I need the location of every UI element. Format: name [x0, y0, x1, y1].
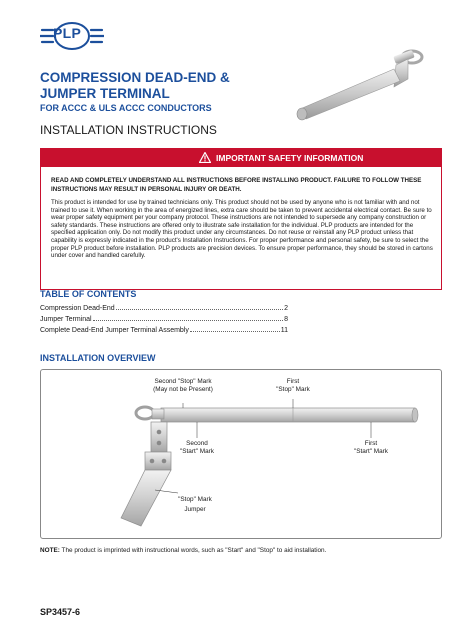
- toc-leader: [93, 320, 283, 321]
- toc-item-label: Compression Dead-End: [40, 305, 115, 312]
- toc-leader: [190, 331, 280, 332]
- note-text: The product is imprinted with instructional words, such as "Start" and "Stop" to aid installation.: [59, 547, 327, 554]
- safety-body-text: This product is intended for use by trained technicians only. This product should not be used by anyone who is not familiar with and not trained to use it. When working in the area of energized lines, extra care should be taken to prevent accidental electrical contact. Be sure to wear proper safety equipment per your company protocol. These instructions are not intended to supersede any company construction or safety standards. These instructions are offered only to illustrate safe installation for the individual. PLP products are intended for the specified application only. Do not modify this product under any circumstances. Do not reuse or reinstall any PLP product unless that capability is expressly indicated in the product's Installation Instructions. For proper performance and personal safety, be sure to select the proper PLP product before installation. PLP products are precision devices. To ensure proper performance, they should be stored in cartons under cover and handled carefully.: [51, 199, 433, 260]
- safety-warning-text: READ AND COMPLETELY UNDERSTAND ALL INSTRUCTIONS BEFORE INSTALLING PRODUCT. FAILURE TO FOLLOW THESE INSTRUCTIONS MAY RESULT IN PERSONAL INJURY OR DEATH.: [51, 177, 422, 193]
- overview-heading: INSTALLATION OVERVIEW: [40, 353, 156, 363]
- toc-item-page: 11: [280, 327, 288, 334]
- page-title-line2: JUMPER TERMINAL: [40, 86, 170, 101]
- jumper-label: Jumper: [184, 506, 206, 513]
- warning-triangle-icon: [199, 152, 211, 163]
- label-line: First: [364, 440, 378, 447]
- toc-item-page: 8: [284, 316, 288, 323]
- safety-information-box: [40, 148, 442, 290]
- toc-heading: TABLE OF CONTENTS: [40, 289, 137, 299]
- logo-text: PLP: [53, 25, 82, 41]
- toc-item-label: Jumper Terminal: [40, 316, 92, 323]
- page-title-line1: COMPRESSION DEAD-END &: [40, 70, 230, 85]
- installation-overview-diagram: [40, 369, 442, 539]
- product-hero-image: [290, 47, 440, 122]
- safety-title: IMPORTANT SAFETY INFORMATION: [216, 153, 364, 163]
- toc-item[interactable]: [40, 327, 288, 334]
- toc-item-label: Complete Dead-End Jumper Terminal Assembly: [40, 327, 189, 334]
- section-heading: INSTALLATION INSTRUCTIONS: [40, 123, 217, 137]
- label-line: Second "Stop" Mark: [154, 378, 212, 385]
- label-line: "Start" Mark: [353, 447, 388, 455]
- safety-header-bar: [41, 149, 441, 167]
- page-subtitle: FOR ACCC & ULS ACCC CONDUCTORS: [40, 103, 212, 113]
- label-line: "Stop" Mark: [276, 385, 310, 393]
- label-line: (May not be Present): [153, 385, 213, 393]
- first-start-mark-label: [339, 440, 403, 455]
- note-prefix: NOTE:: [40, 547, 60, 554]
- jumper-stop-mark-label: "Stop" Mark: [178, 496, 212, 503]
- installation-note: [40, 547, 326, 554]
- label-line: Second: [186, 440, 208, 447]
- label-line: "Start" Mark: [179, 447, 214, 455]
- toc-leader: [116, 309, 283, 310]
- first-stop-mark-label: [259, 378, 327, 393]
- toc-item-page: 2: [284, 305, 288, 312]
- document-code: SP3457-6: [40, 607, 81, 617]
- label-line: First: [286, 378, 300, 385]
- second-stop-mark-label: [141, 378, 225, 393]
- toc-item[interactable]: [40, 316, 288, 323]
- second-start-mark-label: [165, 440, 229, 455]
- toc-item[interactable]: [40, 305, 288, 312]
